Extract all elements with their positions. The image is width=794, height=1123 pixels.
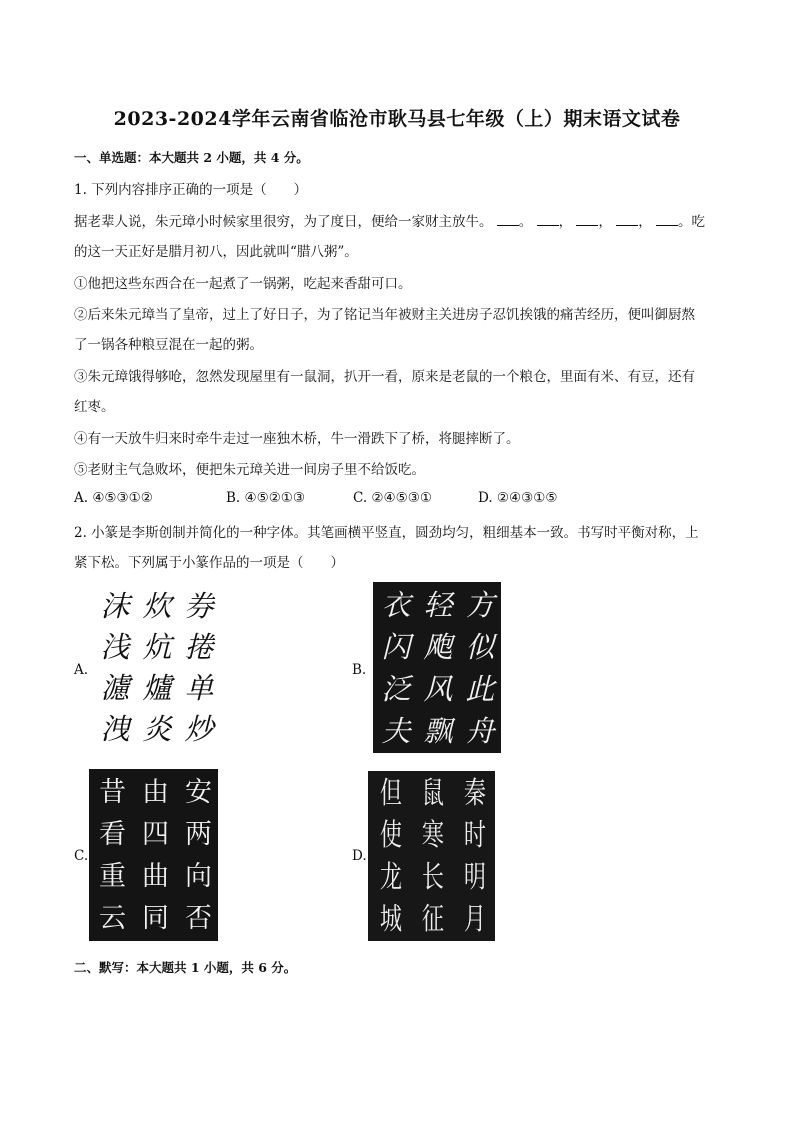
glyph: 方	[465, 587, 495, 622]
glyph: 曲	[142, 860, 169, 892]
calligraphy-image-c	[89, 769, 218, 941]
sentence-2-line-2: 了一锅各种粮豆混在一起的粥。	[74, 337, 263, 353]
glyph: 似	[465, 629, 495, 664]
sentence-5: ⑤老财主气急败坏，便把朱元璋关进一间房子里不给饭吃。	[74, 462, 425, 478]
option-c: C. ②④⑤③①	[353, 490, 432, 506]
glyph: 否	[185, 902, 212, 934]
calligraphy-image-d	[368, 771, 495, 941]
glyph: 券	[184, 589, 214, 623]
glyph: 炊	[142, 589, 172, 623]
glyph: 看	[99, 818, 126, 850]
punct: 。	[518, 214, 533, 230]
question-2-stem-line-2: 紧下松。下列属于小篆作品的一项是（ ）	[74, 555, 344, 571]
glyph: 浅	[100, 630, 130, 664]
glyph: 炕	[142, 630, 172, 664]
answer-blank	[537, 213, 559, 226]
glyph: 鼠	[422, 776, 444, 812]
glyph: 时	[464, 818, 486, 854]
section-heading-single-choice: 一、单选题：本大题共 2 小题，共 4 分。	[74, 150, 309, 165]
answer-blank	[576, 213, 598, 226]
punct: ，	[598, 214, 612, 230]
glyph: 同	[142, 902, 169, 934]
glyph: 安	[185, 776, 212, 808]
glyph: 寒	[422, 818, 444, 854]
glyph: 舟	[465, 713, 495, 748]
glyph: 炒	[184, 712, 214, 746]
glyph: 捲	[184, 630, 214, 664]
glyph: 但	[380, 776, 402, 812]
glyph: 洩	[100, 712, 130, 746]
punct: ，	[638, 214, 652, 230]
glyph: 由	[142, 776, 169, 808]
glyph: 飘	[423, 713, 453, 748]
glyph: 月	[464, 902, 486, 938]
punct: 。吃	[677, 214, 705, 230]
section-heading-dictation: 二、默写：本大题共 1 小题，共 6 分。	[74, 960, 297, 975]
choice-label-d: D.	[352, 848, 367, 864]
glyph: 昔	[99, 776, 126, 808]
glyph: 飑	[423, 629, 453, 664]
glyph: 使	[380, 818, 402, 854]
sentence-4: ④有一天放牛归来时牵牛走过一座独木桥，牛一滑跌下了桥，将腿摔断了。	[74, 431, 520, 447]
sentence-2-line-1: ②后来朱元璋当了皇帝，过上了好日子，为了铭记当年被财主关进房子忍饥挨饿的痛苦经历，便叫御厨熬	[74, 307, 695, 323]
glyph: 长	[422, 860, 444, 896]
answer-blank	[656, 213, 678, 226]
glyph: 龙	[380, 860, 402, 896]
glyph: 征	[422, 902, 444, 938]
glyph: 夫	[381, 713, 411, 748]
glyph: 沫	[100, 589, 130, 623]
glyph: 此	[465, 671, 495, 706]
glyph: 向	[185, 860, 212, 892]
glyph: 明	[464, 860, 486, 896]
passage-text: 据老辈人说，朱元璋小时候家里很穷，为了度日，便给一家财主放牛。	[74, 214, 493, 230]
glyph: 濾	[100, 671, 130, 705]
calligraphy-image-b	[373, 582, 501, 753]
choice-label-c: C.	[74, 848, 89, 864]
option-d: D. ②④③①⑤	[478, 490, 558, 506]
sentence-3-line-1: ③朱元璋饿得够呛，忽然发现屋里有一鼠洞，扒开一看，原来是老鼠的一个粮仓，里面有米、有豆，还有	[74, 369, 695, 385]
option-a: A. ④⑤③①②	[74, 490, 153, 506]
answer-blank	[497, 213, 519, 226]
answer-blank	[616, 213, 638, 226]
sentence-3-line-2: 红枣。	[74, 399, 115, 415]
glyph: 轻	[423, 587, 453, 622]
sentence-1: ①他把这些东西合在一起煮了一锅粥，吃起来香甜可口。	[74, 276, 412, 292]
page-title: 2023-2024学年云南省临沧市耿马县七年级（上）期末语文试卷	[113, 108, 681, 130]
question-1-passage-line-1	[74, 210, 705, 230]
question-2-stem-line-1: 2. 小篆是李斯创制并简化的一种字体。其笔画横平竖直，圆劲均匀，粗细基本一致。书写时平衡对称，上	[74, 525, 699, 541]
glyph: 闪	[381, 629, 411, 664]
glyph: 泛	[381, 671, 411, 706]
glyph: 炎	[142, 712, 172, 746]
glyph: 重	[99, 860, 126, 892]
glyph: 单	[184, 671, 214, 705]
option-b: B. ④⑤②①③	[226, 490, 306, 506]
punct: ，	[558, 214, 573, 230]
choice-label-a: A.	[74, 662, 89, 678]
calligraphy-image-a	[94, 586, 220, 750]
glyph: 爐	[142, 671, 172, 705]
glyph: 云	[99, 902, 126, 934]
glyph: 秦	[464, 776, 486, 812]
glyph: 衣	[381, 587, 411, 622]
glyph: 风	[423, 671, 453, 706]
glyph: 四	[142, 818, 169, 850]
glyph: 两	[185, 818, 212, 850]
glyph: 城	[380, 902, 402, 938]
question-1-passage-line-2: 的这一天正好是腊月初八，因此就叫“腊八粥”。	[74, 244, 358, 260]
choice-label-b: B.	[352, 662, 367, 678]
question-1-stem: 1. 下列内容排序正确的一项是（ ）	[74, 182, 308, 198]
